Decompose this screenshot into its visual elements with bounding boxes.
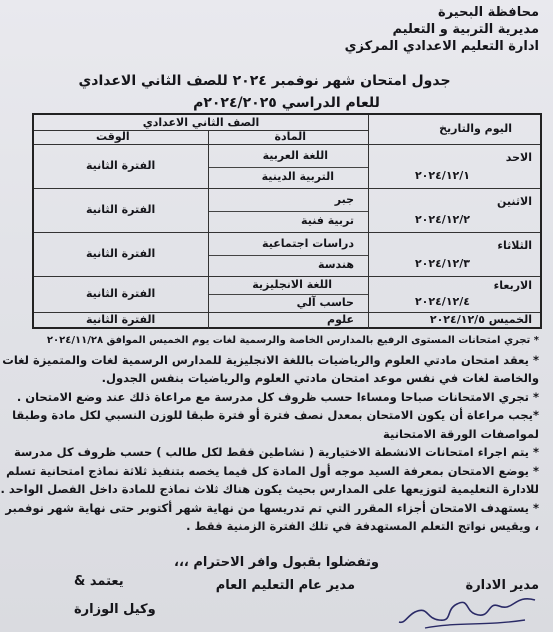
- day-date: ٢٠٢٤/١٢/١: [414, 169, 470, 182]
- time-period: الفترة الثانية: [86, 159, 156, 172]
- subject-name: دراسات اجتماعية: [262, 237, 354, 250]
- subject-cell: [208, 277, 368, 312]
- time-cell: [34, 277, 208, 312]
- subject-name: هندسة: [318, 258, 354, 271]
- note-line: لمواصفات الورقة الامتحانية: [383, 426, 539, 441]
- time-cell: [34, 233, 208, 276]
- deputy-minister-title: وكيل الوزارة: [74, 602, 156, 617]
- handwritten-signature: [395, 592, 545, 632]
- header-subject-cell: [208, 130, 368, 144]
- admin-manager-title: مدير الادارة: [465, 578, 539, 593]
- closing-line: وتفضلوا بقبول وافر الاحترام ،،،: [174, 555, 379, 570]
- day-date: ٢٠٢٤/١٢/٤: [414, 295, 470, 308]
- day-cell: [368, 189, 540, 232]
- time-period: الفترة الثانية: [86, 287, 156, 300]
- subject-cell: [208, 233, 368, 276]
- table-row: [34, 277, 540, 313]
- time-cell: [34, 189, 208, 232]
- subject-name: اللغة العربية: [262, 149, 328, 162]
- header-time-cell: [34, 130, 208, 144]
- note-line: * تجري الامتحانات صباحا ومساءا حسب ظروف كل مدرسة مع مراعاة ذلك عند وضع الامتحان .: [16, 389, 539, 404]
- day-name: الاثنين: [497, 195, 532, 208]
- table-row: [34, 313, 540, 329]
- subject-cell: [208, 145, 368, 188]
- subject-name: علوم: [327, 313, 354, 326]
- directorate-name: مديرية التربية و التعليم: [392, 22, 539, 37]
- header-time-label: الوقت: [96, 130, 130, 143]
- table-header-row: [34, 115, 540, 145]
- note-line: * يتم اجراء امتحانات الانشطة الاختيارية ( نشاطين فقط لكل طالب ) حسب ظروف كل مدرسة: [13, 445, 539, 459]
- time-cell: [34, 145, 208, 188]
- subject-cell: [208, 189, 368, 232]
- day-cell: [368, 313, 540, 329]
- day-cell: [368, 233, 540, 276]
- note-line: * يوضع الامتحان بمعرفة السيد موجه أول المادة كل فيما يخصه بتنفيذ ثلاثة نماذج امتحانية تسلم: [6, 463, 539, 478]
- exam-schedule-table: [32, 113, 542, 329]
- day-name: الاحد: [505, 151, 532, 164]
- subject-name: اللغة الانجليزية: [252, 278, 332, 291]
- subject-divider: [209, 294, 368, 295]
- note-line: * يعقد امتحان مادتي العلوم والرياضيات باللغة الانجليزية للمدارس الرسمية لغات والمتميزة لغات: [2, 352, 539, 367]
- day-name: الخميس ٢٠٢٤/١٢/٥: [429, 313, 532, 326]
- notes-section: [0, 332, 539, 536]
- note-line: * تجري امتحانات المستوى الرفيع بالمدارس الخاصة والرسمية لغات يوم الخميس الموافق ٢٠٢٤/١١/٢٨: [46, 335, 539, 346]
- subject-divider: [209, 255, 368, 256]
- note-line: *يجب مراعاة أن يكون الامتحان بمعدل نصف فترة أو فترة طبقا للوزن النسبي لكل مادة وطبقا: [12, 408, 539, 422]
- letterhead: [345, 4, 539, 55]
- table-row: [34, 233, 540, 277]
- note-line: ، ويقيس نواتج التعلم المستهدفة في تلك الفترة الزمنية فقط .: [186, 519, 539, 533]
- day-cell: [368, 277, 540, 312]
- header-subject-label: المادة: [274, 130, 306, 143]
- day-name: الثلاثاء: [497, 239, 532, 252]
- header-grade-group: الصف الثاني الاعدادي: [34, 115, 368, 131]
- title-line-2: للعام الدراسي ٢٠٢٤/٢٠٢٥م: [193, 95, 380, 111]
- approve-label: يعتمد &: [74, 574, 124, 589]
- time-period: الفترة الثانية: [86, 313, 156, 326]
- subject-name: التربية الدينية: [261, 170, 334, 183]
- table-row: [34, 145, 540, 189]
- subject-cell: [208, 313, 368, 329]
- administration-name: ادارة التعليم الاعدادي المركزي: [344, 39, 539, 54]
- subject-name: تربية فنية: [301, 214, 354, 227]
- header-date-label: اليوم والتاريخ: [439, 122, 512, 135]
- time-cell: [34, 313, 208, 329]
- title-line-1: جدول امتحان شهر نوفمبر ٢٠٢٤ للصف الثاني الاعدادي: [78, 73, 451, 89]
- day-cell: [368, 145, 540, 188]
- document-title: [0, 70, 553, 114]
- table-row: [34, 189, 540, 233]
- header-date-cell: [368, 115, 540, 144]
- time-period: الفترة الثانية: [86, 203, 156, 216]
- note-line: للادارة التعليمية لتوزيعها على المدارس بحيث يكون هناك ثلاث نماذج للمادة داخل الفصل الواحد .: [0, 482, 539, 496]
- time-period: الفترة الثانية: [86, 247, 156, 260]
- day-name: الاربعاء: [493, 279, 532, 292]
- general-manager-title: مدير عام التعليم العام: [215, 578, 355, 593]
- note-line: * يستهدف الامتحان أجزاء المقرر التي تم تدريسها من نهاية شهر أكتوبر حتى نهاية شهر نوفمبر: [5, 500, 539, 515]
- day-date: ٢٠٢٤/١٢/٣: [414, 257, 470, 270]
- subject-name: حاسب آلي: [296, 296, 354, 309]
- governorate-name: محافظة البحيرة: [438, 5, 539, 20]
- day-date: ٢٠٢٤/١٢/٢: [414, 213, 470, 226]
- subject-divider: [209, 211, 368, 212]
- subject-divider: [209, 167, 368, 168]
- note-line: والخاصة لغات في نفس موعد امتحان مادتي العلوم والرياضيات بنفس الجدول.: [101, 371, 539, 385]
- subject-name: جبر: [334, 193, 354, 206]
